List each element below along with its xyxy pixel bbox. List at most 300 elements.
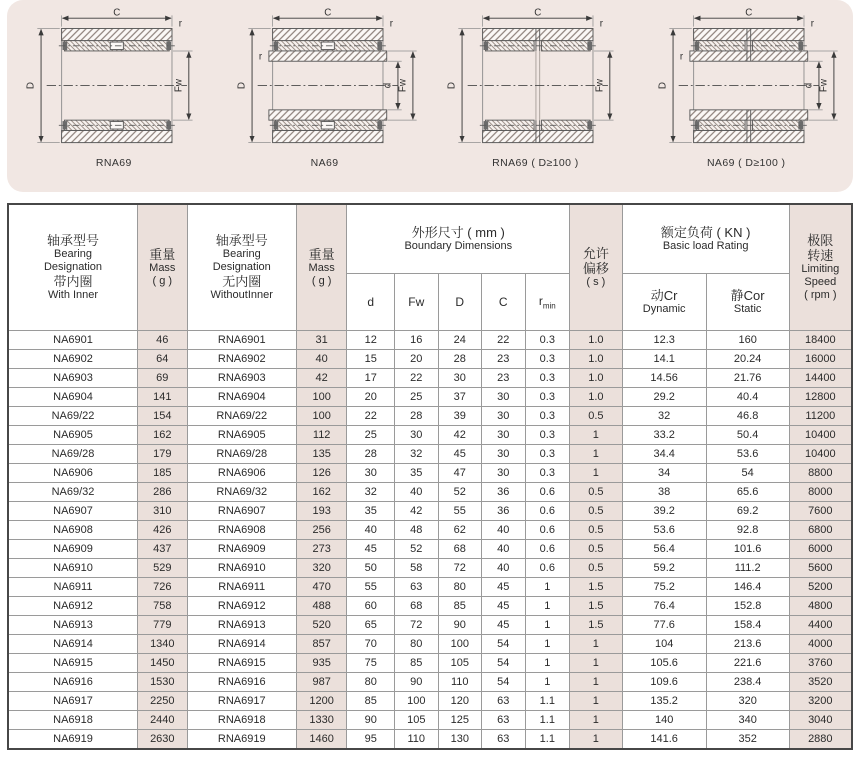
cell-d: 60: [347, 597, 395, 616]
cell-limiting-speed: 4000: [789, 635, 852, 654]
bearing-cross-section-rna69: [13, 4, 215, 154]
cell-mass-with-inner: 46: [138, 331, 188, 350]
cell-outer-d: 80: [438, 578, 482, 597]
cell-allowable-offset-s: 1.5: [570, 578, 623, 597]
cell-allowable-offset-s: 0.5: [570, 559, 623, 578]
svg-text:r: r: [810, 18, 815, 30]
cell-mass-without-inner: 31: [296, 331, 347, 350]
cell-d: 22: [347, 407, 395, 426]
cell-static-cor: 160: [706, 331, 789, 350]
col-header-C: C: [482, 274, 526, 331]
cell-mass-without-inner: 320: [296, 559, 347, 578]
cell-static-cor: 340: [706, 711, 789, 730]
cell-allowable-offset-s: 1.0: [570, 331, 623, 350]
svg-text:d: d: [382, 82, 394, 89]
table-row: [8, 369, 852, 388]
table-row: [8, 654, 852, 673]
cell-mass-without-inner: 1460: [296, 730, 347, 750]
cell-d: 55: [347, 578, 395, 597]
group-header-boundary-dimensions: 外形尺寸 ( mm ) Boundary Dimensions: [347, 204, 570, 274]
table-row: [8, 502, 852, 521]
cell-outer-d: 130: [438, 730, 482, 750]
cell-fw: 35: [395, 464, 439, 483]
cell-outer-d: 90: [438, 616, 482, 635]
cell-designation-without-inner: RNA69/32: [187, 483, 296, 502]
cell-d: 28: [347, 445, 395, 464]
cell-designation-without-inner: RNA6915: [187, 654, 296, 673]
cell-d: 90: [347, 711, 395, 730]
table-row: [8, 331, 852, 350]
cell-mass-with-inner: 437: [138, 540, 188, 559]
cell-dynamic-cr: 109.6: [622, 673, 706, 692]
cell-mass-with-inner: 310: [138, 502, 188, 521]
cell-dynamic-cr: 140: [622, 711, 706, 730]
cell-designation-without-inner: RNA6918: [187, 711, 296, 730]
cell-limiting-speed: 4800: [789, 597, 852, 616]
table-row: [8, 540, 852, 559]
cell-dynamic-cr: 33.2: [622, 426, 706, 445]
cell-designation-with-inner: NA6908: [8, 521, 138, 540]
cell-dynamic-cr: 76.4: [622, 597, 706, 616]
cell-d: 65: [347, 616, 395, 635]
cell-designation-with-inner: NA6903: [8, 369, 138, 388]
cell-dynamic-cr: 14.1: [622, 350, 706, 369]
cell-static-cor: 92.8: [706, 521, 789, 540]
cell-mass-with-inner: 758: [138, 597, 188, 616]
cell-width-c: 23: [482, 369, 526, 388]
cell-static-cor: 152.8: [706, 597, 789, 616]
cell-mass-with-inner: 426: [138, 521, 188, 540]
cell-limiting-speed: 4400: [789, 616, 852, 635]
cell-width-c: 36: [482, 502, 526, 521]
cell-d: 12: [347, 331, 395, 350]
cell-rmin: 0.3: [525, 407, 570, 426]
cell-designation-with-inner: NA6911: [8, 578, 138, 597]
cell-rmin: 0.6: [525, 483, 570, 502]
cell-designation-without-inner: RNA6911: [187, 578, 296, 597]
cell-outer-d: 24: [438, 331, 482, 350]
cell-mass-without-inner: 1200: [296, 692, 347, 711]
table-row: [8, 635, 852, 654]
diagram-na69: [221, 4, 429, 169]
table-row: [8, 597, 852, 616]
cell-allowable-offset-s: 1: [570, 673, 623, 692]
cell-designation-with-inner: NA6901: [8, 331, 138, 350]
svg-text:D: D: [25, 82, 37, 90]
cell-mass-with-inner: 141: [138, 388, 188, 407]
cell-fw: 40: [395, 483, 439, 502]
cell-width-c: 30: [482, 388, 526, 407]
bearing-cross-section-rna69-d100: [434, 4, 636, 154]
cell-dynamic-cr: 14.56: [622, 369, 706, 388]
cell-mass-without-inner: 162: [296, 483, 347, 502]
cell-dynamic-cr: 56.4: [622, 540, 706, 559]
cell-rmin: 0.6: [525, 521, 570, 540]
cell-rmin: 0.3: [525, 350, 570, 369]
cell-outer-d: 85: [438, 597, 482, 616]
diagram-rna69: [10, 4, 218, 169]
svg-text:C: C: [323, 7, 331, 19]
cell-d: 15: [347, 350, 395, 369]
cell-rmin: 0.3: [525, 464, 570, 483]
cell-dynamic-cr: 34.4: [622, 445, 706, 464]
table-row: [8, 673, 852, 692]
cell-dynamic-cr: 38: [622, 483, 706, 502]
cell-designation-with-inner: NA6919: [8, 730, 138, 750]
cell-outer-d: 37: [438, 388, 482, 407]
cell-width-c: 40: [482, 540, 526, 559]
svg-text:r: r: [600, 18, 604, 30]
cell-designation-with-inner: NA6909: [8, 540, 138, 559]
diagram-na69-d100: [642, 4, 850, 169]
cell-designation-without-inner: RNA69/22: [187, 407, 296, 426]
cell-width-c: 30: [482, 445, 526, 464]
cell-d: 40: [347, 521, 395, 540]
cell-rmin: 0.3: [525, 426, 570, 445]
cell-allowable-offset-s: 0.5: [570, 502, 623, 521]
svg-text:d: d: [803, 82, 815, 89]
cell-designation-with-inner: NA69/22: [8, 407, 138, 426]
cell-mass-without-inner: 193: [296, 502, 347, 521]
cell-static-cor: 158.4: [706, 616, 789, 635]
svg-text:D: D: [446, 82, 458, 90]
svg-text:r: r: [258, 51, 262, 63]
diagram-caption: NA69: [310, 157, 339, 169]
cell-width-c: 30: [482, 426, 526, 445]
table-row: [8, 521, 852, 540]
table-row: [8, 711, 852, 730]
cell-d: 30: [347, 464, 395, 483]
cell-rmin: 1: [525, 673, 570, 692]
cell-outer-d: 47: [438, 464, 482, 483]
cell-allowable-offset-s: 1: [570, 635, 623, 654]
cell-d: 85: [347, 692, 395, 711]
cell-limiting-speed: 6800: [789, 521, 852, 540]
cell-fw: 48: [395, 521, 439, 540]
cell-mass-with-inner: 69: [138, 369, 188, 388]
cell-mass-with-inner: 529: [138, 559, 188, 578]
cell-rmin: 0.3: [525, 369, 570, 388]
cell-designation-without-inner: RNA6913: [187, 616, 296, 635]
cell-mass-with-inner: 64: [138, 350, 188, 369]
cell-fw: 30: [395, 426, 439, 445]
cell-width-c: 30: [482, 407, 526, 426]
cell-mass-with-inner: 1450: [138, 654, 188, 673]
cell-width-c: 63: [482, 692, 526, 711]
cell-width-c: 40: [482, 521, 526, 540]
cell-mass-without-inner: 42: [296, 369, 347, 388]
col-header-allowable-offset: 允许 偏移 ( s ): [570, 204, 623, 331]
cell-fw: 100: [395, 692, 439, 711]
table-body: [8, 331, 852, 750]
cell-limiting-speed: 18400: [789, 331, 852, 350]
cell-mass-with-inner: 2250: [138, 692, 188, 711]
cell-d: 95: [347, 730, 395, 750]
cell-mass-with-inner: 185: [138, 464, 188, 483]
svg-text:r: r: [389, 18, 393, 30]
cell-mass-with-inner: 2440: [138, 711, 188, 730]
cell-allowable-offset-s: 1.0: [570, 350, 623, 369]
cell-rmin: 0.3: [525, 388, 570, 407]
cell-designation-without-inner: RNA6907: [187, 502, 296, 521]
table-row: [8, 445, 852, 464]
diagram-caption: NA69 ( D≥100 ): [706, 157, 786, 169]
bearing-cross-section-na69-d100: [645, 4, 847, 154]
cell-d: 70: [347, 635, 395, 654]
cell-outer-d: 28: [438, 350, 482, 369]
cell-width-c: 36: [482, 483, 526, 502]
cell-mass-with-inner: 286: [138, 483, 188, 502]
group-header-basic-load-rating: 额定负荷 ( KN ) Basic load Rating: [622, 204, 789, 274]
cell-mass-without-inner: 135: [296, 445, 347, 464]
cell-allowable-offset-s: 1: [570, 711, 623, 730]
cell-designation-with-inner: NA6910: [8, 559, 138, 578]
cell-allowable-offset-s: 1.0: [570, 388, 623, 407]
cell-rmin: 0.6: [525, 540, 570, 559]
cell-mass-without-inner: 100: [296, 407, 347, 426]
cell-limiting-speed: 3760: [789, 654, 852, 673]
svg-text:r: r: [680, 51, 684, 63]
col-header-limiting-speed: 极限 转速 Limiting Speed ( rpm ): [789, 204, 852, 331]
cell-static-cor: 111.2: [706, 559, 789, 578]
cell-static-cor: 69.2: [706, 502, 789, 521]
cell-limiting-speed: 3520: [789, 673, 852, 692]
col-header-rmin: $r_{min}$: [525, 274, 570, 331]
cell-mass-with-inner: 179: [138, 445, 188, 464]
svg-text:Fw: Fw: [397, 79, 409, 93]
table-row: [8, 350, 852, 369]
cell-limiting-speed: 12800: [789, 388, 852, 407]
cell-fw: 80: [395, 635, 439, 654]
cell-fw: 25: [395, 388, 439, 407]
diagram-caption: RNA69: [95, 157, 132, 169]
cell-allowable-offset-s: 1: [570, 730, 623, 750]
col-header-mass-without-inner: 重量 Mass ( g ): [296, 204, 347, 331]
cell-mass-with-inner: 2630: [138, 730, 188, 750]
cell-designation-with-inner: NA6907: [8, 502, 138, 521]
cell-rmin: 0.6: [525, 559, 570, 578]
cell-designation-with-inner: NA6904: [8, 388, 138, 407]
cell-static-cor: 40.4: [706, 388, 789, 407]
cell-rmin: 1: [525, 654, 570, 673]
svg-text:Fw: Fw: [818, 79, 830, 93]
cell-designation-with-inner: NA6915: [8, 654, 138, 673]
cell-designation-with-inner: NA6918: [8, 711, 138, 730]
cell-fw: 63: [395, 578, 439, 597]
cell-designation-without-inner: RNA69/28: [187, 445, 296, 464]
cell-designation-without-inner: RNA6906: [187, 464, 296, 483]
col-header-D: D: [438, 274, 482, 331]
svg-text:D: D: [236, 82, 248, 90]
cell-allowable-offset-s: 1.5: [570, 616, 623, 635]
cell-fw: 90: [395, 673, 439, 692]
cell-width-c: 63: [482, 711, 526, 730]
cell-limiting-speed: 3200: [789, 692, 852, 711]
svg-text:Fw: Fw: [594, 79, 606, 93]
cell-static-cor: 146.4: [706, 578, 789, 597]
cell-designation-without-inner: RNA6917: [187, 692, 296, 711]
cell-dynamic-cr: 12.3: [622, 331, 706, 350]
cell-mass-without-inner: 40: [296, 350, 347, 369]
cell-limiting-speed: 16000: [789, 350, 852, 369]
col-header-static-cor: 静Cor Static: [706, 274, 789, 331]
col-header-mass-with-inner: 重量 Mass ( g ): [138, 204, 188, 331]
cell-width-c: 40: [482, 559, 526, 578]
cell-outer-d: 72: [438, 559, 482, 578]
cell-d: 45: [347, 540, 395, 559]
cell-allowable-offset-s: 1.0: [570, 369, 623, 388]
cell-designation-without-inner: RNA6903: [187, 369, 296, 388]
cell-static-cor: 46.8: [706, 407, 789, 426]
cell-fw: 52: [395, 540, 439, 559]
cell-d: 50: [347, 559, 395, 578]
col-header-with-inner: 轴承型号 Bearing Designation 带内圈 With Inner: [8, 204, 138, 331]
cell-designation-with-inner: NA6914: [8, 635, 138, 654]
cell-designation-without-inner: RNA6919: [187, 730, 296, 750]
cell-static-cor: 53.6: [706, 445, 789, 464]
cell-rmin: 1.1: [525, 692, 570, 711]
cell-outer-d: 52: [438, 483, 482, 502]
cell-allowable-offset-s: 0.5: [570, 540, 623, 559]
cell-rmin: 1: [525, 597, 570, 616]
cell-width-c: 54: [482, 635, 526, 654]
cell-fw: 28: [395, 407, 439, 426]
diagram-panel: [7, 0, 853, 192]
cell-allowable-offset-s: 0.5: [570, 483, 623, 502]
svg-text:D: D: [657, 82, 669, 90]
cell-mass-with-inner: 1530: [138, 673, 188, 692]
cell-designation-with-inner: NA69/32: [8, 483, 138, 502]
cell-designation-without-inner: RNA6901: [187, 331, 296, 350]
cell-width-c: 30: [482, 464, 526, 483]
table-row: [8, 578, 852, 597]
cell-dynamic-cr: 105.6: [622, 654, 706, 673]
cell-designation-with-inner: NA6902: [8, 350, 138, 369]
cell-fw: 105: [395, 711, 439, 730]
cell-d: 80: [347, 673, 395, 692]
cell-width-c: 63: [482, 730, 526, 750]
cell-limiting-speed: 2880: [789, 730, 852, 750]
cell-static-cor: 20.24: [706, 350, 789, 369]
cell-static-cor: 213.6: [706, 635, 789, 654]
cell-designation-with-inner: NA6912: [8, 597, 138, 616]
cell-d: 32: [347, 483, 395, 502]
cell-limiting-speed: 6000: [789, 540, 852, 559]
cell-limiting-speed: 5200: [789, 578, 852, 597]
col-header-without-inner: 轴承型号 Bearing Designation 无内圈 WithoutInner: [187, 204, 296, 331]
cell-fw: 32: [395, 445, 439, 464]
table-row: [8, 559, 852, 578]
cell-designation-without-inner: RNA6914: [187, 635, 296, 654]
cell-allowable-offset-s: 1: [570, 464, 623, 483]
cell-allowable-offset-s: 1.5: [570, 597, 623, 616]
cell-designation-without-inner: RNA6904: [187, 388, 296, 407]
cell-rmin: 1: [525, 635, 570, 654]
cell-designation-without-inner: RNA6916: [187, 673, 296, 692]
table-row: [8, 616, 852, 635]
table-row: [8, 692, 852, 711]
cell-designation-without-inner: RNA6905: [187, 426, 296, 445]
table-row: [8, 730, 852, 750]
cell-outer-d: 100: [438, 635, 482, 654]
cell-designation-without-inner: RNA6912: [187, 597, 296, 616]
cell-mass-with-inner: 1340: [138, 635, 188, 654]
cell-fw: 16: [395, 331, 439, 350]
cell-dynamic-cr: 59.2: [622, 559, 706, 578]
cell-rmin: 1.1: [525, 711, 570, 730]
cell-limiting-speed: 3040: [789, 711, 852, 730]
cell-d: 17: [347, 369, 395, 388]
cell-rmin: 0.6: [525, 502, 570, 521]
bearing-spec-table: [7, 203, 853, 750]
cell-allowable-offset-s: 1: [570, 445, 623, 464]
diagram-caption: RNA69 ( D≥100 ): [492, 157, 579, 169]
cell-width-c: 22: [482, 331, 526, 350]
cell-fw: 72: [395, 616, 439, 635]
svg-text:Fw: Fw: [173, 79, 185, 93]
cell-outer-d: 62: [438, 521, 482, 540]
cell-outer-d: 39: [438, 407, 482, 426]
cell-d: 75: [347, 654, 395, 673]
svg-text:C: C: [745, 7, 753, 19]
cell-d: 25: [347, 426, 395, 445]
cell-mass-without-inner: 256: [296, 521, 347, 540]
cell-mass-without-inner: 470: [296, 578, 347, 597]
cell-mass-without-inner: 935: [296, 654, 347, 673]
cell-mass-without-inner: 273: [296, 540, 347, 559]
cell-allowable-offset-s: 1: [570, 654, 623, 673]
cell-designation-without-inner: RNA6910: [187, 559, 296, 578]
cell-rmin: 0.3: [525, 445, 570, 464]
specification-table-wrap: [7, 203, 853, 750]
cell-static-cor: 352: [706, 730, 789, 750]
cell-static-cor: 50.4: [706, 426, 789, 445]
cell-fw: 42: [395, 502, 439, 521]
cell-mass-without-inner: 100: [296, 388, 347, 407]
svg-text:C: C: [113, 7, 121, 19]
cell-outer-d: 105: [438, 654, 482, 673]
table-row: [8, 426, 852, 445]
cell-static-cor: 21.76: [706, 369, 789, 388]
cell-dynamic-cr: 104: [622, 635, 706, 654]
cell-designation-with-inner: NA6916: [8, 673, 138, 692]
cell-static-cor: 65.6: [706, 483, 789, 502]
col-header-dynamic-cr: 动Cr Dynamic: [622, 274, 706, 331]
cell-rmin: 1: [525, 578, 570, 597]
cell-limiting-speed: 8800: [789, 464, 852, 483]
cell-limiting-speed: 8000: [789, 483, 852, 502]
cell-rmin: 1.1: [525, 730, 570, 750]
cell-limiting-speed: 11200: [789, 407, 852, 426]
cell-allowable-offset-s: 1: [570, 426, 623, 445]
cell-mass-with-inner: 154: [138, 407, 188, 426]
cell-dynamic-cr: 141.6: [622, 730, 706, 750]
cell-outer-d: 120: [438, 692, 482, 711]
cell-d: 20: [347, 388, 395, 407]
cell-outer-d: 110: [438, 673, 482, 692]
cell-limiting-speed: 5600: [789, 559, 852, 578]
svg-text:C: C: [534, 7, 542, 19]
cell-static-cor: 101.6: [706, 540, 789, 559]
cell-dynamic-cr: 34: [622, 464, 706, 483]
cell-mass-without-inner: 857: [296, 635, 347, 654]
table-row: [8, 464, 852, 483]
cell-d: 35: [347, 502, 395, 521]
cell-designation-with-inner: NA69/28: [8, 445, 138, 464]
cell-designation-without-inner: RNA6908: [187, 521, 296, 540]
cell-fw: 22: [395, 369, 439, 388]
cell-dynamic-cr: 77.6: [622, 616, 706, 635]
